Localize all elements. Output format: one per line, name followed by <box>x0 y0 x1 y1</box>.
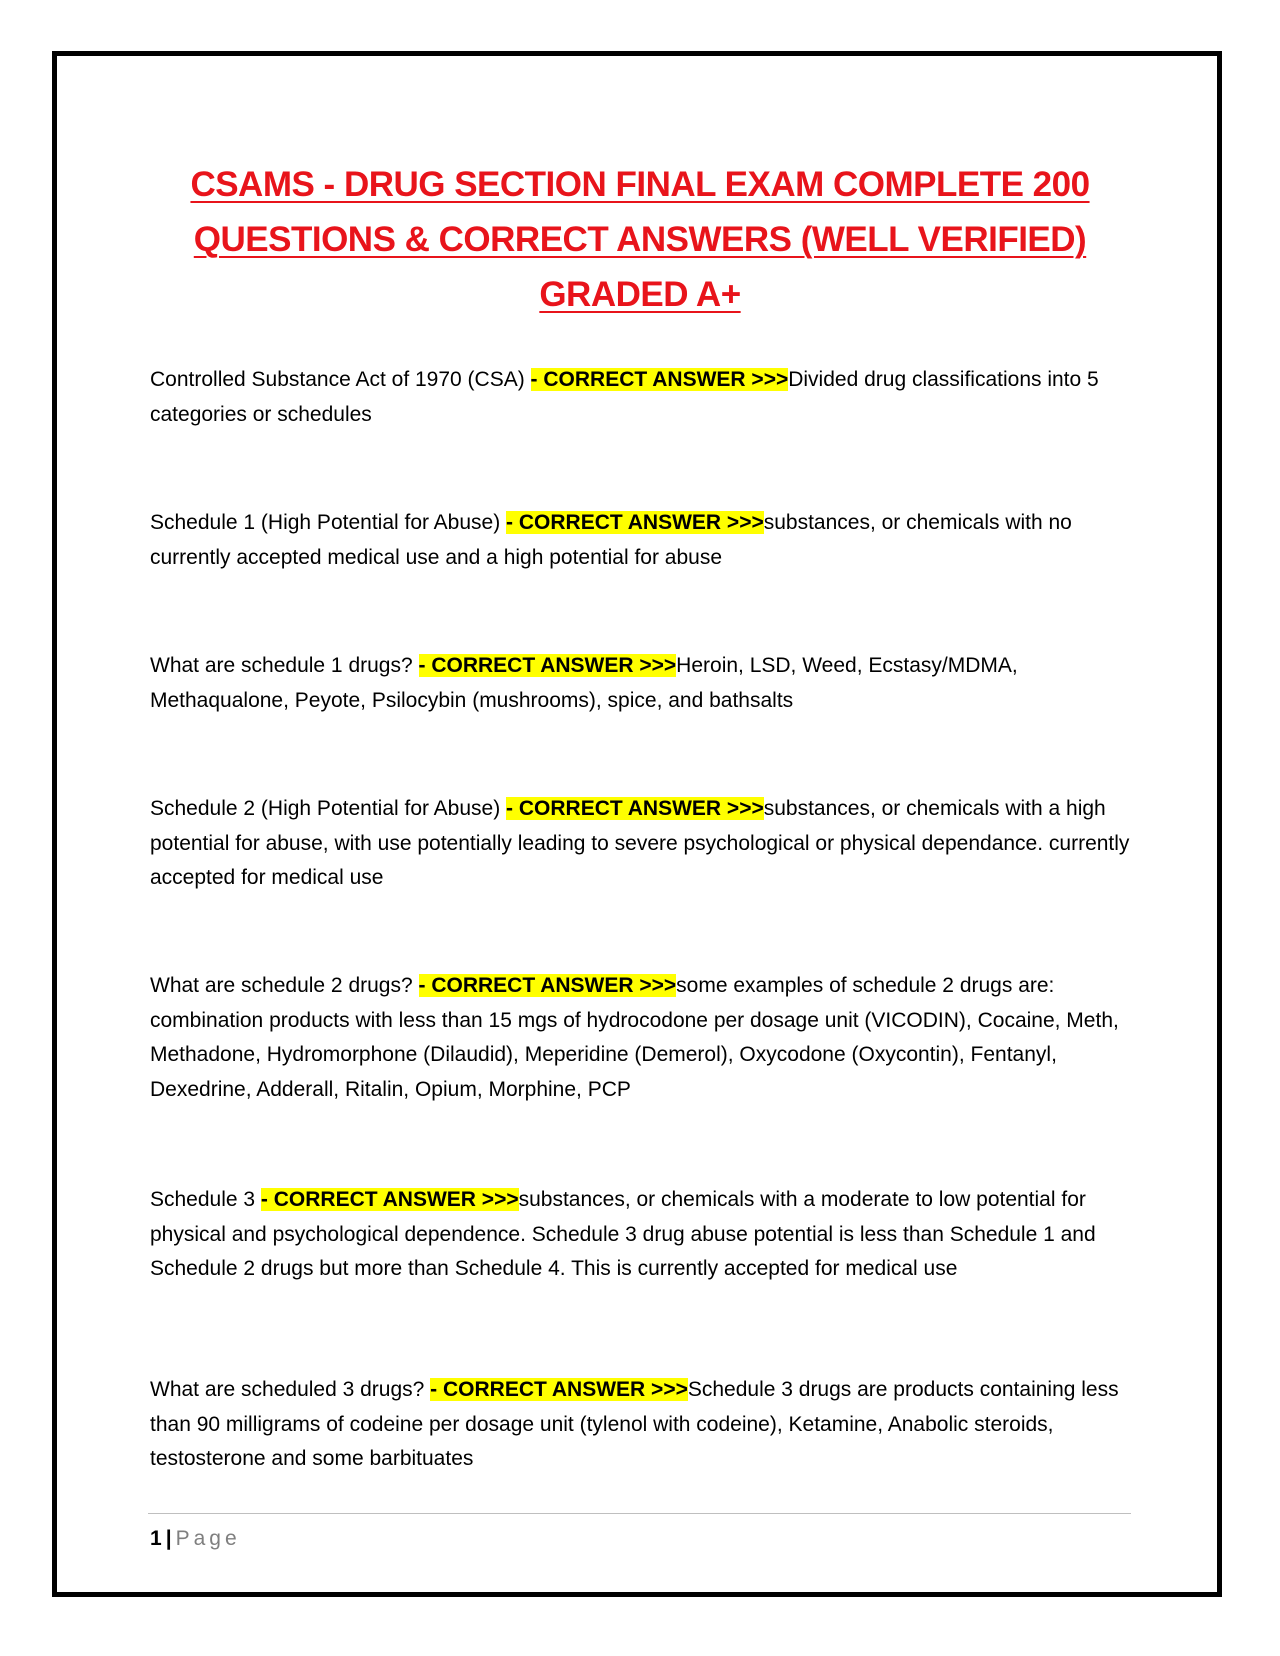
qa-entry <box>150 1183 1140 1287</box>
qa-entry <box>150 649 1140 718</box>
qa-entry <box>150 506 1140 575</box>
title-line-2: QUESTIONS & CORRECT ANSWERS (WELL VERIFIED) <box>193 220 1087 259</box>
qa-entry <box>150 363 1140 432</box>
answer-text: substances, or chemicals with no currently accepted medical use and a high potential for abuse <box>150 511 1072 569</box>
footer-divider <box>148 1513 1131 1514</box>
question-text: What are schedule 1 drugs? <box>150 654 419 677</box>
page-footer <box>150 1524 241 1554</box>
correct-answer-marker: - CORRECT ANSWER >>> <box>260 1188 519 1211</box>
footer-separator: | <box>165 1527 172 1550</box>
answer-text: substances, or chemicals with a high potential for abuse, with use potentially leading to severe psychological or physical dependance. currently accepted for medical use <box>150 797 1130 889</box>
correct-answer-marker: - CORRECT ANSWER >>> <box>418 654 677 677</box>
question-text: What are schedule 2 drugs? <box>150 974 419 997</box>
question-text: What are scheduled 3 drugs? <box>150 1378 431 1401</box>
question-text: Schedule 3 <box>150 1188 261 1211</box>
title-line-3: GRADED A+ <box>539 275 741 314</box>
correct-answer-marker: - CORRECT ANSWER >>> <box>506 511 764 534</box>
document-title <box>150 157 1130 322</box>
answer-text: Divided drug classifications into 5 categories or schedules <box>150 368 1099 426</box>
correct-answer-marker: - CORRECT ANSWER >>> <box>530 368 789 391</box>
correct-answer-marker: - CORRECT ANSWER >>> <box>430 1378 688 1401</box>
correct-answer-marker: - CORRECT ANSWER >>> <box>418 974 677 997</box>
title-line-1: CSAMS - DRUG SECTION FINAL EXAM COMPLETE 200 <box>190 165 1090 204</box>
question-text: Controlled Substance Act of 1970 (CSA) <box>150 368 531 391</box>
answer-text: substances, or chemicals with a moderate to low potential for physical and psychological dependence. Schedule 3 drug abuse potential is less than Schedule 1 and Schedule 2 drugs but more than Schedule 4. This is currently accepted for medical use <box>150 1188 1096 1280</box>
question-text: Schedule 1 (High Potential for Abuse) <box>150 511 507 534</box>
answer-text: Heroin, LSD, Weed, Ecstasy/MDMA, Methaqualone, Peyote, Psilocybin (mushrooms), spice, and bathsalts <box>150 654 1018 712</box>
page-label: Page <box>175 1527 241 1550</box>
correct-answer-marker: - CORRECT ANSWER >>> <box>506 797 764 820</box>
answer-text: some examples of schedule 2 drugs are: combination products with less than 15 mgs of hydrocodone per dosage unit (VICODIN), Cocaine, Meth, Methadone, Hydromorphone (Dilaudid), Meperidine (Demerol), Oxycodone (Oxycontin), Fentanyl, Dexedrine, Adderall, Ritalin, Opium, Morphine, PCP <box>150 974 1119 1101</box>
question-text: Schedule 2 (High Potential for Abuse) <box>150 797 507 820</box>
page-number: 1 <box>150 1527 162 1550</box>
qa-entry <box>150 792 1140 896</box>
answer-text: Schedule 3 drugs are products containing less than 90 milligrams of codeine per dosage unit (tylenol with codeine), Ketamine, Anabolic steroids, testosterone and some barbituates <box>150 1378 1119 1470</box>
qa-entry <box>150 1373 1140 1477</box>
qa-entry <box>150 969 1140 1107</box>
